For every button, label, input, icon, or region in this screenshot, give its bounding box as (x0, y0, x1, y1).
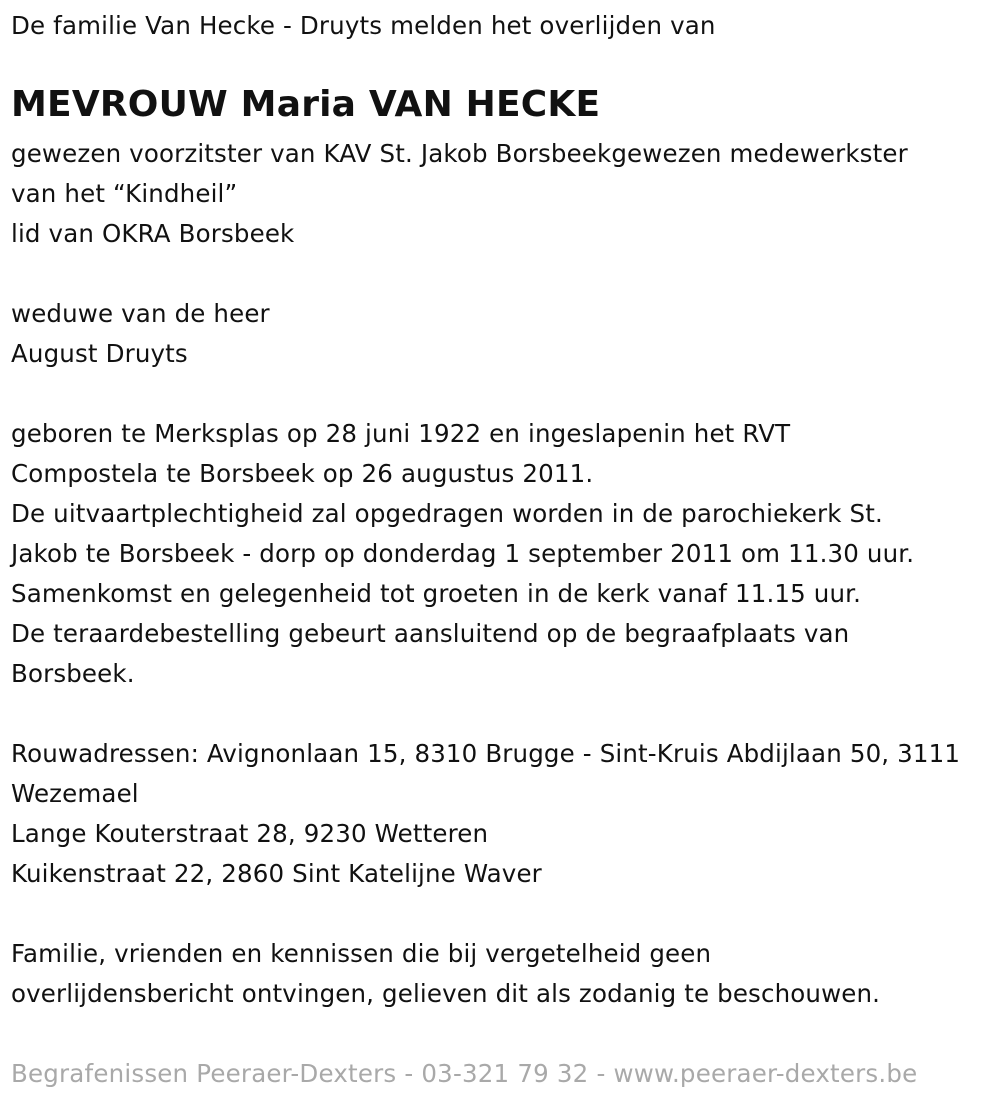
address-line: Kuikenstraat 22, 2860 Sint Katelijne Waver (11, 859, 542, 888)
address-line: Lange Kouterstraat 28, 9230 Wetteren (11, 819, 489, 848)
spouse-line: August Druyts (11, 339, 188, 368)
role-line: lid van OKRA Borsbeek (11, 219, 295, 248)
detail-line: Jakob te Borsbeek - dorp op donderdag 1 september 2011 om 11.30 uur. (11, 539, 915, 568)
family-announcement: De familie Van Hecke - Druyts melden het overlijden van (11, 11, 716, 40)
role-line: gewezen voorzitster van KAV St. Jakob Borsbeekgewezen medewerkster (11, 139, 908, 168)
deceased-name-heading: MEVROUW Maria VAN HECKE (11, 84, 601, 125)
closing-line: Familie, vrienden en kennissen die bij vergetelheid geen (11, 939, 712, 968)
funeral-home-footer: Begrafenissen Peeraer-Dexters - 03-321 79 32 - www.peeraer-dexters.be (11, 1059, 918, 1088)
role-line: van het “Kindheil” (11, 179, 238, 208)
roles-section (11, 134, 908, 254)
detail-line: De teraardebestelling gebeurt aansluitend op de begraafplaats van (11, 619, 850, 648)
detail-line: Borsbeek. (11, 659, 135, 688)
spouse-section (11, 294, 270, 374)
closing-line: overlijdensbericht ontvingen, gelieven dit als zodanig te beschouwen. (11, 979, 881, 1008)
detail-line: Compostela te Borsbeek op 26 augustus 2011. (11, 459, 594, 488)
detail-line: Samenkomst en gelegenheid tot groeten in de kerk vanaf 11.15 uur. (11, 579, 862, 608)
closing-section (11, 934, 880, 1014)
detail-line: De uitvaartplechtigheid zal opgedragen worden in de parochiekerk St. (11, 499, 883, 528)
addresses-section (11, 734, 960, 894)
address-line: Wezemael (11, 779, 139, 808)
address-line: Rouwadressen: Avignonlaan 15, 8310 Brugge - Sint-Kruis Abdijlaan 50, 3111 (11, 739, 961, 768)
detail-line: geboren te Merksplas op 28 juni 1922 en ingeslapenin het RVT (11, 419, 791, 448)
details-section (11, 414, 914, 694)
spouse-line: weduwe van de heer (11, 299, 270, 328)
